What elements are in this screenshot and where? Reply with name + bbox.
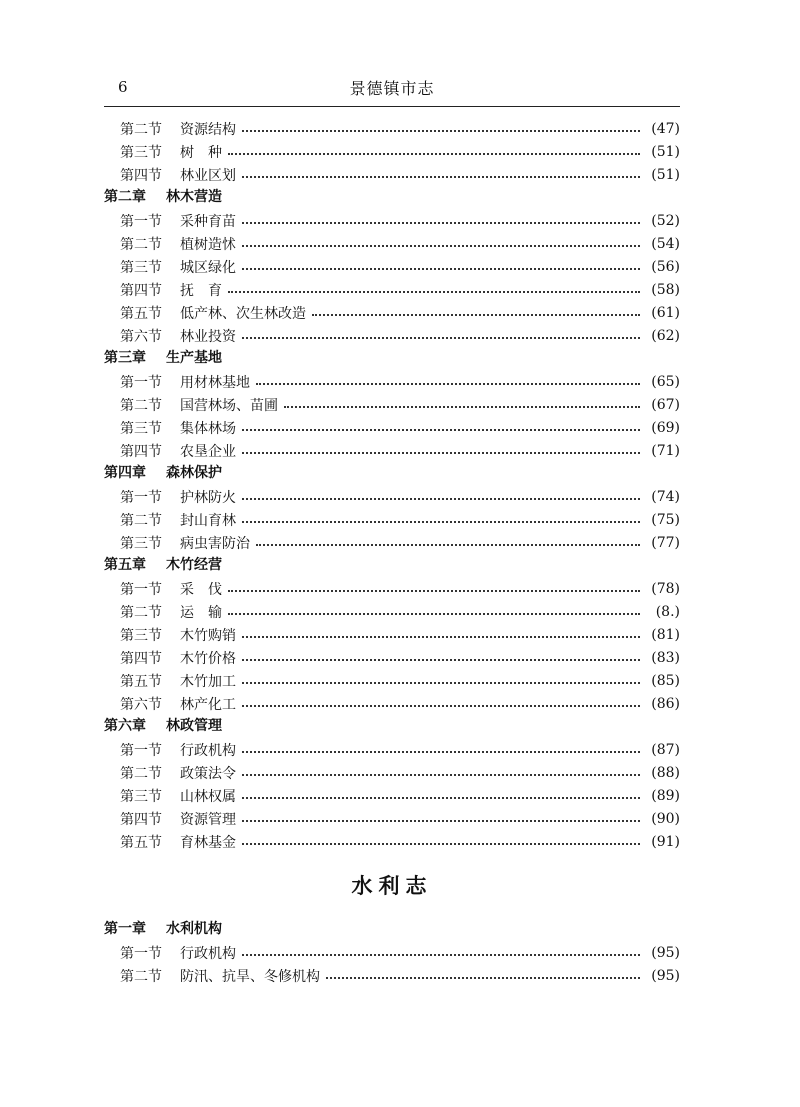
toc-entry bbox=[104, 577, 680, 600]
section-title-text: 资源管理 bbox=[180, 811, 236, 828]
toc-entry bbox=[104, 623, 680, 646]
chapter-number: 第六章 bbox=[104, 718, 146, 734]
toc-entry bbox=[104, 600, 680, 623]
dot-leader bbox=[242, 498, 640, 500]
toc-entry bbox=[104, 370, 680, 393]
section-number: 第一节 bbox=[120, 374, 162, 391]
table-of-contents bbox=[104, 117, 680, 853]
dot-leader bbox=[242, 705, 640, 707]
page-reference: (52) bbox=[651, 212, 680, 229]
dot-leader bbox=[242, 843, 640, 845]
section-number: 第四节 bbox=[120, 443, 162, 460]
section-title-text: 山林权属 bbox=[180, 788, 236, 805]
page-reference: (56) bbox=[651, 258, 680, 275]
section-number: 第二节 bbox=[120, 604, 162, 621]
section-number: 第一节 bbox=[120, 742, 162, 759]
section-title: 水利志 bbox=[351, 874, 433, 898]
toc-entry bbox=[104, 209, 680, 232]
toc-entry bbox=[104, 278, 680, 301]
dot-leader bbox=[242, 268, 640, 270]
section-number: 第二节 bbox=[120, 765, 162, 782]
dot-leader bbox=[228, 291, 640, 293]
page-reference: (8.) bbox=[655, 603, 680, 620]
section-title-text: 用材林基地 bbox=[180, 374, 250, 391]
chapter-number: 第一章 bbox=[104, 921, 146, 937]
dot-leader bbox=[242, 521, 640, 523]
chapter-title: 林政管理 bbox=[166, 718, 222, 734]
dot-leader bbox=[312, 314, 640, 316]
section-number: 第三节 bbox=[120, 535, 162, 552]
section-number: 第五节 bbox=[120, 305, 162, 322]
page-reference: (51) bbox=[651, 166, 680, 183]
section-title-text: 采种育苗 bbox=[180, 213, 236, 230]
section-title-text: 木竹购销 bbox=[180, 627, 236, 644]
header-rule bbox=[104, 106, 680, 107]
toc-entry bbox=[104, 692, 680, 715]
toc-entry bbox=[104, 117, 680, 140]
table-of-contents-water bbox=[104, 918, 680, 987]
section-title-text: 采 伐 bbox=[180, 581, 222, 598]
page-reference: (81) bbox=[651, 626, 680, 643]
toc-chapter bbox=[104, 715, 680, 738]
section-number: 第六节 bbox=[120, 328, 162, 345]
page-reference: (91) bbox=[651, 833, 680, 850]
page-reference: (77) bbox=[651, 534, 680, 551]
section-title-text: 林产化工 bbox=[180, 696, 236, 713]
section-number: 第二节 bbox=[120, 121, 162, 138]
toc-entry bbox=[104, 830, 680, 853]
page-number: 6 bbox=[118, 78, 128, 96]
dot-leader bbox=[228, 590, 640, 592]
dot-leader bbox=[242, 636, 640, 638]
chapter-title: 森林保护 bbox=[166, 465, 222, 481]
toc-entry bbox=[104, 646, 680, 669]
toc-chapter bbox=[104, 554, 680, 577]
section-title-text: 病虫害防治 bbox=[180, 535, 250, 552]
page-reference: (75) bbox=[651, 511, 680, 528]
chapter-number: 第四章 bbox=[104, 465, 146, 481]
toc-entry bbox=[104, 485, 680, 508]
page-reference: (69) bbox=[651, 419, 680, 436]
toc-entry bbox=[104, 393, 680, 416]
toc-entry bbox=[104, 738, 680, 761]
section-number: 第二节 bbox=[120, 236, 162, 253]
section-title-text: 育林基金 bbox=[180, 834, 236, 851]
section-title-text: 国营林场、苗圃 bbox=[180, 397, 278, 414]
section-number: 第一节 bbox=[120, 945, 162, 962]
page-reference: (65) bbox=[651, 373, 680, 390]
page-reference: (67) bbox=[651, 396, 680, 413]
dot-leader bbox=[242, 751, 640, 753]
dot-leader bbox=[242, 452, 640, 454]
section-number: 第三节 bbox=[120, 627, 162, 644]
page-reference: (86) bbox=[651, 695, 680, 712]
section-title-text: 集体林场 bbox=[180, 420, 236, 437]
toc-entry bbox=[104, 784, 680, 807]
section-title-text: 林业区划 bbox=[180, 167, 236, 184]
toc-entry bbox=[104, 232, 680, 255]
dot-leader bbox=[242, 682, 640, 684]
dot-leader bbox=[228, 153, 640, 155]
toc-chapter bbox=[104, 462, 680, 485]
chapter-title: 水利机构 bbox=[166, 921, 222, 937]
section-number: 第二节 bbox=[120, 968, 162, 985]
toc-entry bbox=[104, 531, 680, 554]
page-reference: (89) bbox=[651, 787, 680, 804]
toc-entry bbox=[104, 140, 680, 163]
section-title-text: 农垦企业 bbox=[180, 443, 236, 460]
dot-leader bbox=[242, 130, 640, 132]
dot-leader bbox=[326, 977, 640, 979]
dot-leader bbox=[242, 222, 640, 224]
section-number: 第一节 bbox=[120, 581, 162, 598]
chapter-title: 生产基地 bbox=[166, 350, 222, 366]
chapter-number: 第五章 bbox=[104, 557, 146, 573]
chapter-number: 第二章 bbox=[104, 189, 146, 205]
section-title-text: 行政机构 bbox=[180, 742, 236, 759]
toc-entry bbox=[104, 941, 680, 964]
dot-leader bbox=[242, 797, 640, 799]
toc-chapter bbox=[104, 186, 680, 209]
dot-leader bbox=[284, 406, 640, 408]
toc-entry bbox=[104, 964, 680, 987]
section-title-text: 抚 育 bbox=[180, 282, 222, 299]
chapter-title: 林木营造 bbox=[166, 189, 222, 205]
toc-entry bbox=[104, 163, 680, 186]
dot-leader bbox=[242, 245, 640, 247]
toc-chapter bbox=[104, 918, 680, 941]
page-reference: (61) bbox=[651, 304, 680, 321]
section-title-text: 林业投资 bbox=[180, 328, 236, 345]
page-reference: (95) bbox=[651, 944, 680, 961]
section-title-text: 封山育林 bbox=[180, 512, 236, 529]
section-number: 第三节 bbox=[120, 144, 162, 161]
running-title: 景德镇市志 bbox=[349, 79, 435, 98]
section-number: 第五节 bbox=[120, 673, 162, 690]
section-number: 第四节 bbox=[120, 282, 162, 299]
section-number: 第一节 bbox=[120, 213, 162, 230]
dot-leader bbox=[242, 337, 640, 339]
page-reference: (71) bbox=[651, 442, 680, 459]
toc-entry bbox=[104, 508, 680, 531]
section-title-text: 政策法令 bbox=[180, 765, 236, 782]
page-reference: (90) bbox=[651, 810, 680, 827]
dot-leader bbox=[242, 774, 640, 776]
chapter-number: 第三章 bbox=[104, 350, 146, 366]
section-title-text: 防汛、抗旱、冬修机构 bbox=[180, 968, 320, 985]
section-number: 第四节 bbox=[120, 650, 162, 667]
section-title-text: 木竹价格 bbox=[180, 650, 236, 667]
toc-entry bbox=[104, 807, 680, 830]
dot-leader bbox=[256, 383, 640, 385]
section-number: 第二节 bbox=[120, 397, 162, 414]
dot-leader bbox=[228, 613, 640, 615]
dot-leader bbox=[242, 954, 640, 956]
toc-chapter bbox=[104, 347, 680, 370]
page-reference: (95) bbox=[651, 967, 680, 984]
page-reference: (62) bbox=[651, 327, 680, 344]
page-header bbox=[104, 76, 680, 104]
section-title-text: 行政机构 bbox=[180, 945, 236, 962]
page-reference: (83) bbox=[651, 649, 680, 666]
section-number: 第三节 bbox=[120, 420, 162, 437]
chapter-title: 木竹经营 bbox=[166, 557, 222, 573]
section-title-text: 资源结构 bbox=[180, 121, 236, 138]
section-title-text: 城区绿化 bbox=[180, 259, 236, 276]
page-reference: (87) bbox=[651, 741, 680, 758]
toc-entry bbox=[104, 255, 680, 278]
section-number: 第三节 bbox=[120, 788, 162, 805]
section-title-text: 运 输 bbox=[180, 604, 222, 621]
page-reference: (54) bbox=[651, 235, 680, 252]
section-title-text: 木竹加工 bbox=[180, 673, 236, 690]
section-number: 第五节 bbox=[120, 834, 162, 851]
toc-entry bbox=[104, 301, 680, 324]
section-number: 第六节 bbox=[120, 696, 162, 713]
toc-entry bbox=[104, 761, 680, 784]
section-number: 第三节 bbox=[120, 259, 162, 276]
page-reference: (47) bbox=[651, 120, 680, 137]
page-reference: (58) bbox=[651, 281, 680, 298]
page-reference: (88) bbox=[651, 764, 680, 781]
section-title-text: 低产林、次生林改造 bbox=[180, 305, 306, 322]
dot-leader bbox=[242, 659, 640, 661]
dot-leader bbox=[256, 544, 640, 546]
section-number: 第一节 bbox=[120, 489, 162, 506]
page-reference: (78) bbox=[651, 580, 680, 597]
page-reference: (85) bbox=[651, 672, 680, 689]
dot-leader bbox=[242, 429, 640, 431]
toc-entry bbox=[104, 439, 680, 462]
dot-leader bbox=[242, 820, 640, 822]
page-reference: (51) bbox=[651, 143, 680, 160]
toc-entry bbox=[104, 669, 680, 692]
section-number: 第四节 bbox=[120, 811, 162, 828]
dot-leader bbox=[242, 176, 640, 178]
section-title-text: 植树造怵 bbox=[180, 236, 236, 253]
page-reference: (74) bbox=[651, 488, 680, 505]
section-number: 第二节 bbox=[120, 512, 162, 529]
section-number: 第四节 bbox=[120, 167, 162, 184]
toc-entry bbox=[104, 416, 680, 439]
section-title-text: 护林防火 bbox=[180, 489, 236, 506]
section-title-text: 树 种 bbox=[180, 144, 222, 161]
toc-entry bbox=[104, 324, 680, 347]
